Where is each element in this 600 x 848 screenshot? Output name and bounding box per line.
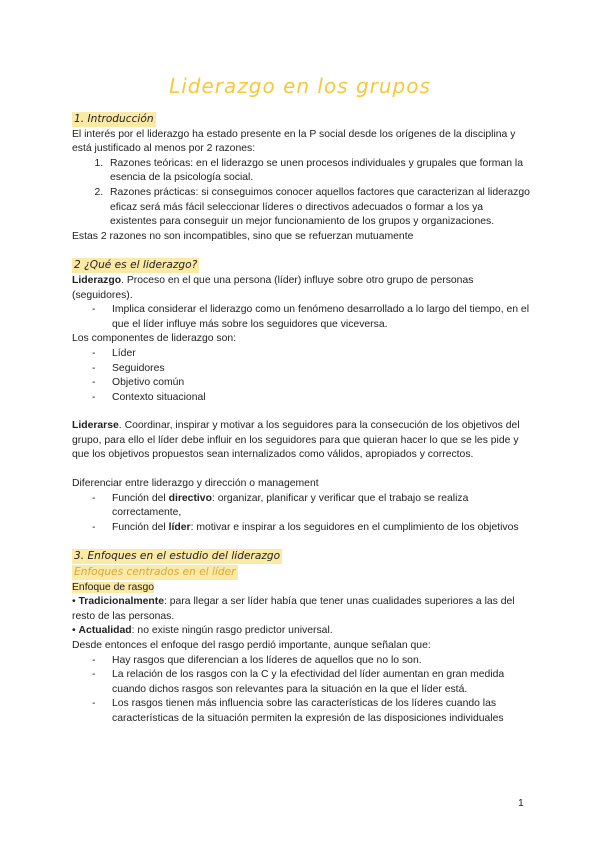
definition-text: . Coordinar, inspirar y motivar a los seguidores para la consecución de los objetivos del grupo, para ello el líder debe influir en los seguidores para que quieran hacer lo que se les pide y que los objetivos propuestos sean internalizados como válidos, apropiados y correctos.	[72, 420, 520, 461]
components-list	[72, 347, 532, 405]
definition-list	[72, 303, 532, 332]
page-number: 1	[518, 798, 524, 809]
section-1-closing: Estas 2 razones no son incompatibles, sino que se refuerzan mutuamente	[72, 230, 414, 242]
list-item: - La relación de los rasgos con la C y la efectividad del líder aumentan en gran medida cuando dichos rasgos son relevantes para la situación en la que el líder está.	[92, 668, 532, 697]
list-item: - Los rasgos tienen más influencia sobre las características de los líderes cuando las características de la situación permiten la expresión de las disposiciones individuales	[92, 697, 532, 726]
components-intro: Los componentes de liderazgo son:	[72, 333, 237, 345]
list-item: 1. Razones teóricas: en el liderazgo se unen procesos individuales y grupales que forman la esencia de la psicología social.	[106, 157, 532, 186]
section-1-intro: El interés por el liderazgo ha estado presente en la P social desde los orígenes de la disciplina y está justificado al menos por 2 razones:	[72, 128, 516, 155]
list-item: - Líder	[92, 347, 532, 362]
liderazgo-definition	[72, 274, 532, 303]
list-item: 2. Razones prácticas: si conseguimos conocer aquellos factores que caracterizan al liderazgo eficaz será más fácil seleccionar líderes o directivos adecuados o formar a los ya existentes para conseguir un mejor funcionamiento de los grupos y organizaciones.	[106, 186, 532, 230]
page-title: Liderazgo en los grupos	[169, 74, 431, 98]
section-3-subheading: Enfoques centrados en el líder	[74, 566, 236, 579]
diff-intro: Diferenciar entre liderazgo y dirección o management	[72, 478, 319, 490]
definition-text: . Proceso en el que una persona (líder) influye sobre otro grupo de personas (seguidores).	[72, 274, 474, 301]
section-1-heading: 1. Introducción	[74, 113, 154, 125]
section-3-heading: 3. Enfoques en el estudio del liderazgo	[74, 550, 281, 563]
section-3-subsubheading: Enfoque de rasgo	[72, 581, 155, 593]
term: Liderarse	[72, 420, 119, 432]
section-3-after-intro: Desde entonces el enfoque del rasgo perdió importante, aunque señalan que:	[72, 640, 431, 651]
section-3-list	[72, 654, 532, 727]
liderarse-definition	[72, 419, 532, 463]
bullet-item: • Actualidad: no existe ningún rasgo predictor universal.	[72, 625, 333, 637]
bullet-item: • Tradicionalmente: para llegar a ser líder había que tener unas cualidades superiores a las del resto de las personas.	[72, 596, 515, 622]
list-item: - Función del directivo: organizar, planificar y verificar que el trabajo se realiza correctamente,	[92, 492, 532, 521]
section-2-heading: 2 ¿Qué es el liderazgo?	[74, 259, 198, 272]
list-item: - Seguidores	[92, 362, 532, 377]
list-item: - Hay rasgos que diferencian a los líderes de aquellos que no lo son.	[92, 654, 532, 669]
list-item: - Función del líder: motivar e inspirar a los seguidores en el cumplimiento de los objetivos	[92, 521, 532, 536]
section-1-list	[72, 157, 532, 230]
list-item: - Implica considerar el liderazgo como un fenómeno desarrollado a lo largo del tiempo, en el que el líder influye más sobre los seguidores que viceversa.	[92, 303, 532, 332]
term: Liderazgo	[72, 274, 122, 286]
list-item: - Contexto situacional	[92, 391, 532, 406]
list-item: - Objetivo común	[92, 376, 532, 391]
diff-list	[72, 492, 532, 536]
document-body	[72, 112, 532, 727]
